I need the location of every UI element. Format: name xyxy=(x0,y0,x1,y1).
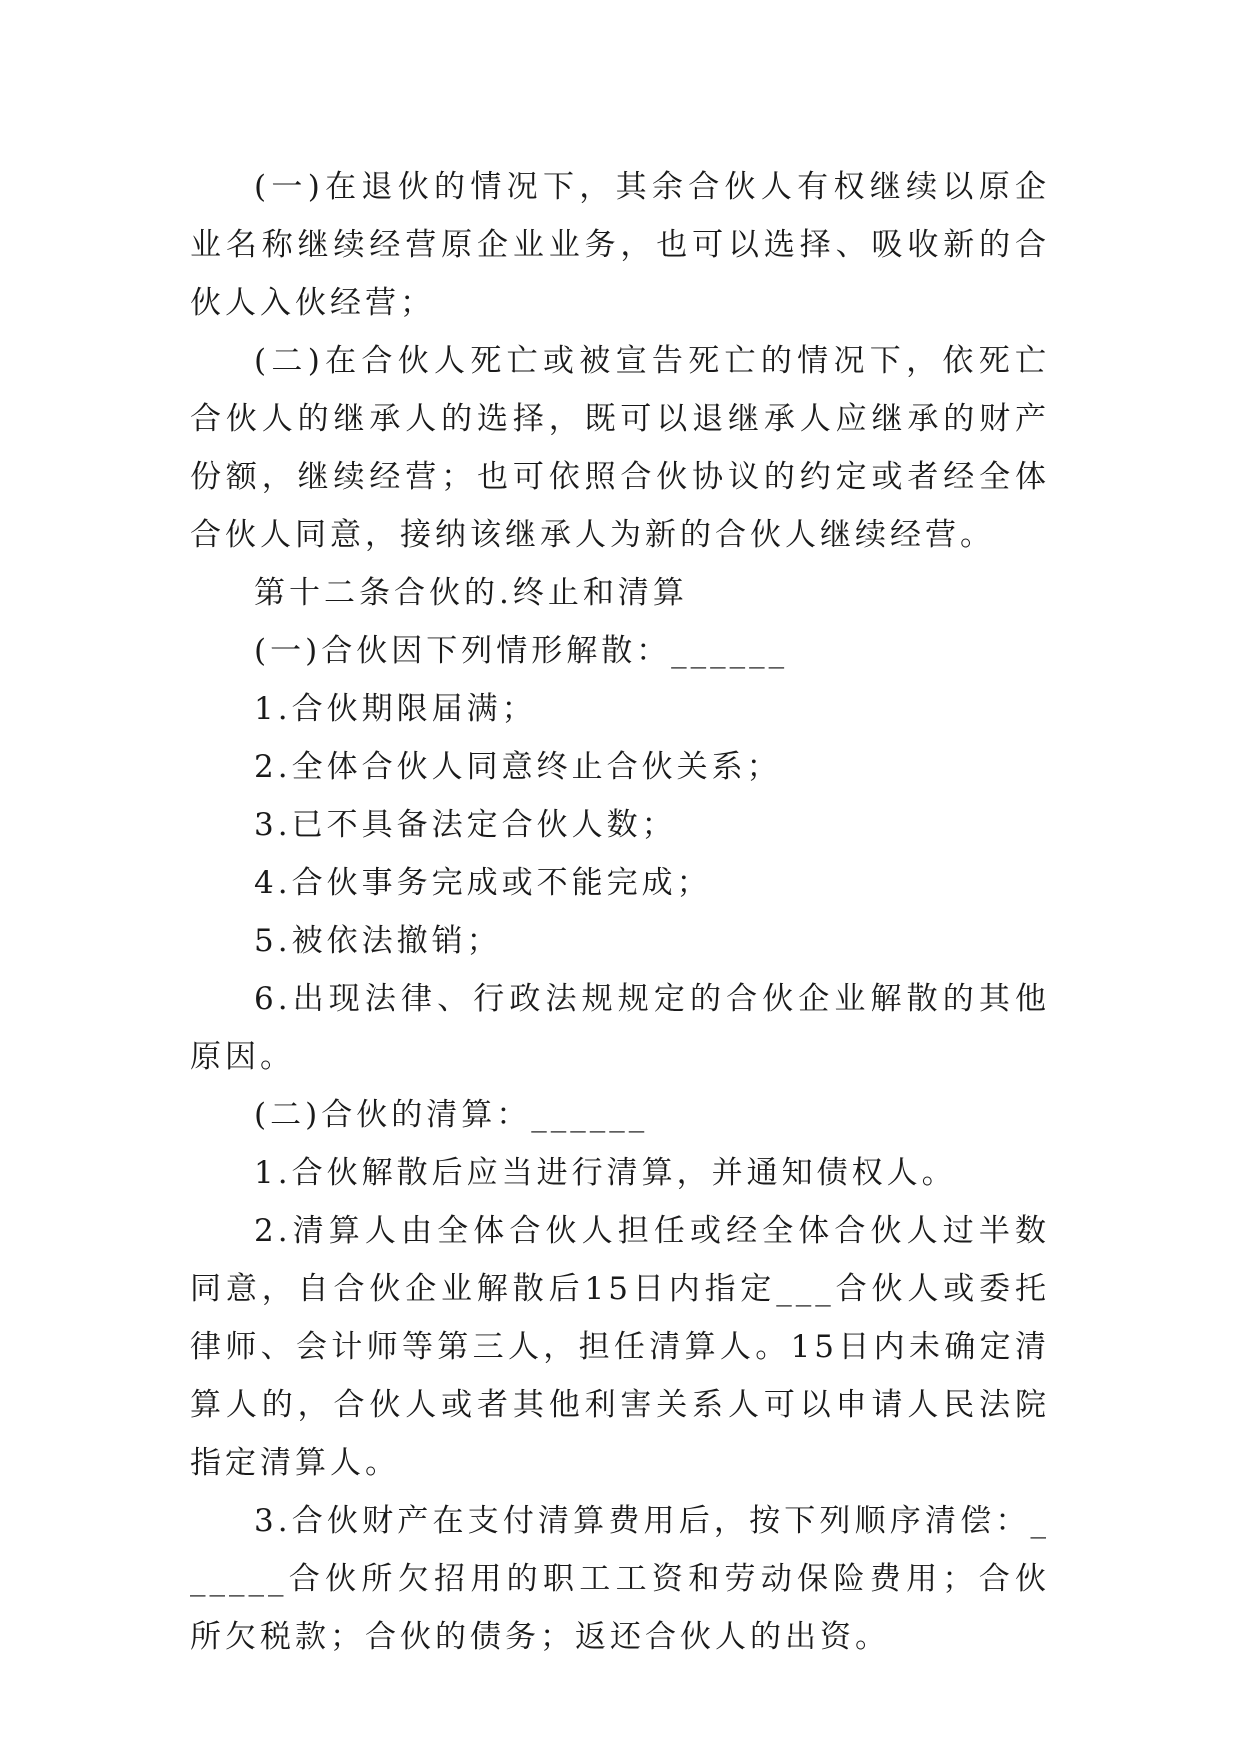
dissolution-item-1: 1.合伙期限届满； xyxy=(254,691,537,727)
paragraph-death: (二)在合伙人死亡或被宣告死亡的情况下，依死亡合伙人的继承人的选择，既可以退继承人应继承的财产份额，继续经营；也可依照合伙协议的约定或者经全体合伙人同意，接纳该继承人为新的合伙人继续经营。 xyxy=(190,343,1050,553)
dissolution-item-2: 2.全体合伙人同意终止合伙关系； xyxy=(254,749,782,785)
liquidation-item-3: 3.合伙财产在支付清算费用后，按下列顺序清偿：______合伙所欠招用的职工工资和劳动保险费用；合伙所欠税款；合伙的债务；返还合伙人的出资。 xyxy=(190,1503,1050,1655)
dissolution-item-5: 5.被依法撤销； xyxy=(254,923,502,959)
paragraph-withdrawal: (一)在退伙的情况下，其余合伙人有权继续以原企业名称继续经营原企业业务，也可以选择、吸收新的合伙人入伙经营； xyxy=(190,169,1050,321)
liquidation-item-2: 2.清算人由全体合伙人担任或经全体合伙人过半数同意，自合伙企业解散后15日内指定___合伙人或委托律师、会计师等第三人，担任清算人。15日内未确定清算人的，合伙人或者其他利害关系人可以申请人民法院指定清算人。 xyxy=(190,1213,1050,1481)
dissolution-heading: (一)合伙因下列情形解散：______ xyxy=(254,633,789,669)
liquidation-item-1: 1.合伙解散后应当进行清算，并通知债权人。 xyxy=(254,1155,957,1191)
dissolution-item-6: 6.出现法律、行政法规规定的合伙企业解散的其他原因。 xyxy=(190,981,1050,1075)
liquidation-heading: (二)合伙的清算：______ xyxy=(254,1097,649,1133)
dissolution-item-3: 3.已不具备法定合伙人数； xyxy=(254,807,677,843)
article-12-heading: 第十二条合伙的.终止和清算 xyxy=(254,575,688,611)
dissolution-item-4: 4.合伙事务完成或不能完成； xyxy=(254,865,712,901)
document-body xyxy=(190,158,1050,1666)
